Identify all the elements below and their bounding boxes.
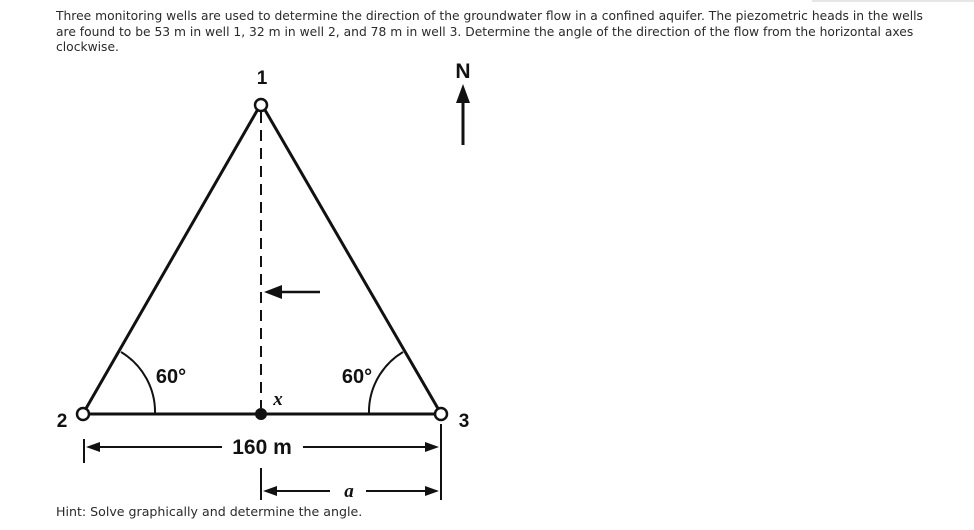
hint-text: Hint: Solve graphically and determine the angle. xyxy=(56,504,363,519)
problem-statement: Three monitoring wells are used to determine the direction of the groundwater flow in a confined aquifer. The piezometric heads in the wells are found to be 53 m in well 1, 32 m in well 2, and 78 m in well 3. Determine the angle of the direction of the flow from the horizontal axes clockwise. xyxy=(56,9,923,55)
well-1-label: 1 xyxy=(256,68,268,89)
well-2-marker xyxy=(77,408,89,420)
well-2-label: 2 xyxy=(56,411,68,432)
angle-arc-left xyxy=(121,352,155,414)
angle-right-label: 60° xyxy=(341,366,373,388)
left-arrow-icon xyxy=(264,285,320,299)
well-1-marker xyxy=(255,99,267,111)
dimension-arrow-left-icon xyxy=(86,442,222,452)
point-x-label: x xyxy=(273,389,283,410)
angle-left-label: 60° xyxy=(155,366,187,388)
dimension-arrow-right-icon xyxy=(303,442,439,452)
base-length-label: 160 m xyxy=(232,436,292,459)
well-3-marker xyxy=(435,408,447,420)
north-arrow-icon xyxy=(456,84,470,145)
well-3-label: 3 xyxy=(458,411,470,432)
distance-a-arrow-right-icon xyxy=(366,486,439,496)
point-x-marker xyxy=(255,408,267,420)
north-label: N xyxy=(455,60,471,83)
distance-a-arrow-left-icon xyxy=(263,486,330,496)
angle-arc-right xyxy=(369,352,403,414)
distance-a-label: a xyxy=(344,481,354,502)
